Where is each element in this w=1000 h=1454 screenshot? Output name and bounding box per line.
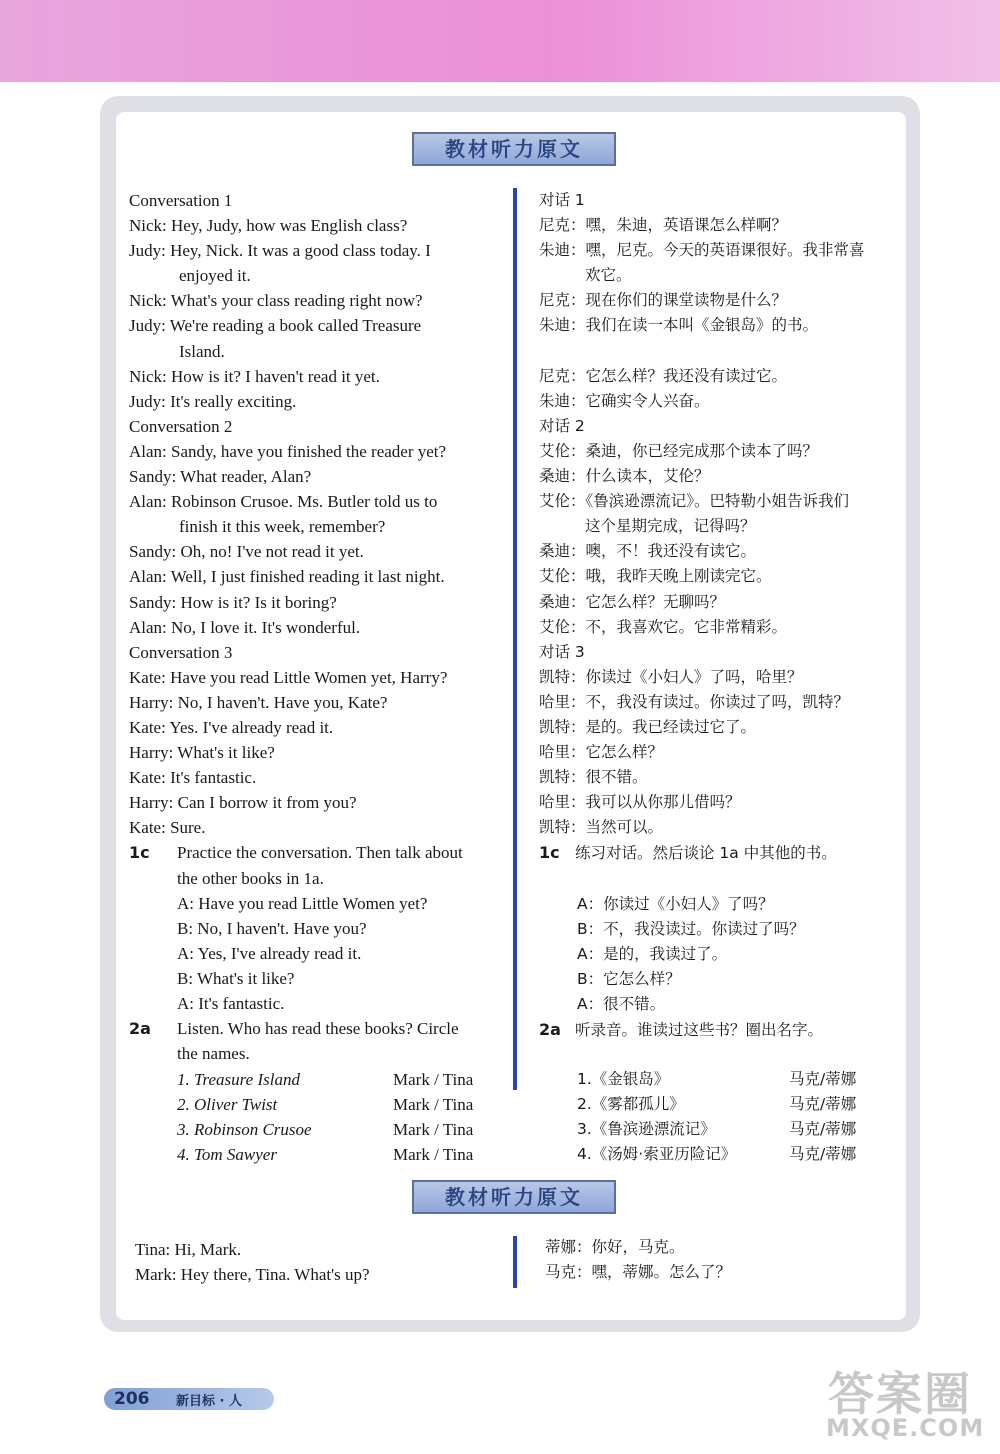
line-text: 朱迪：嘿，尼克。今天的英语课很好。我非常喜 xyxy=(539,241,865,260)
book-names: Mark / Tina xyxy=(393,1120,474,1140)
transcript-line xyxy=(129,740,504,765)
line-text: Conversation 1 xyxy=(129,191,233,210)
section-banner-bottom: 教材听力原文 xyxy=(412,1180,616,1214)
line-text: 这个星期完成，记得吗？ xyxy=(585,517,756,536)
transcript-line xyxy=(129,590,504,615)
transcript-line xyxy=(129,564,504,589)
book-names: Mark / Tina xyxy=(393,1095,474,1115)
line-text: Alan: Robinson Crusoe. Ms. Butler told us to xyxy=(129,492,438,512)
transcript-line xyxy=(539,313,909,338)
transcript-line xyxy=(129,665,504,690)
line-text: Alan: No, I love it. It's wonderful. xyxy=(129,617,361,637)
transcript-line xyxy=(539,514,909,539)
line-text: Harry: What's it like? xyxy=(129,743,275,763)
line-text: 对话 2 xyxy=(539,416,585,435)
line-text: 对话 3 xyxy=(539,642,585,661)
line-text: 凯特：当然可以。 xyxy=(539,818,664,837)
transcript-line xyxy=(539,439,909,464)
line-text: Alan: Well, I just finished reading it last night. xyxy=(129,567,445,587)
transcript-line xyxy=(129,640,504,665)
transcript-line xyxy=(135,1237,510,1262)
transcript-line xyxy=(129,991,504,1016)
transcript-line xyxy=(129,414,504,439)
line-text: 尼克：现在你们的课堂读物是什么？ xyxy=(539,291,788,310)
transcript-line xyxy=(129,690,504,715)
book-row xyxy=(539,1092,909,1117)
line-text: A: Yes, I've already read it. xyxy=(177,943,362,963)
transcript-line xyxy=(129,364,504,389)
transcript-line xyxy=(129,815,504,840)
transcript-line xyxy=(129,916,504,941)
book-title: 3. Robinson Crusoe xyxy=(177,1120,312,1140)
transcript-line xyxy=(539,539,909,564)
line-text: 朱迪：它确实令人兴奋。 xyxy=(539,391,710,410)
line-text: the names. xyxy=(177,1044,250,1064)
transcript-line xyxy=(129,941,504,966)
transcript-line xyxy=(129,439,504,464)
watermark-url: MXQE.COM xyxy=(826,1414,985,1442)
transcript-line xyxy=(129,464,504,489)
transcript-line xyxy=(539,288,909,313)
transcript-line xyxy=(539,238,909,263)
transcript-line xyxy=(129,1016,504,1041)
line-text: Nick: Hey, Judy, how was English class? xyxy=(129,216,408,236)
line-text: A: Have you read Little Women yet? xyxy=(177,893,428,913)
transcript-line xyxy=(129,213,504,238)
line-text: 艾伦：不，我喜欢它。它非常精彩。 xyxy=(539,617,788,636)
line-text: Sandy: Oh, no! I've not read it yet. xyxy=(129,542,364,562)
line-text: A：很不错。 xyxy=(577,995,666,1013)
transcript-line xyxy=(129,891,504,916)
page-number: 206 xyxy=(114,1389,150,1409)
transcript-line xyxy=(539,815,909,840)
line-text: Conversation 3 xyxy=(129,642,233,662)
book-names: 马克/蒂娜 xyxy=(789,1070,857,1088)
line-text: Kate: Yes. I've already read it. xyxy=(129,717,334,737)
transcript-line xyxy=(539,213,909,238)
line-text: A：你读过《小妇人》了吗？ xyxy=(577,894,774,913)
line-text: 桑迪：它怎么样？无聊吗？ xyxy=(539,592,726,611)
book-title: 4. Tom Sawyer xyxy=(177,1145,277,1165)
transcript-line xyxy=(129,966,504,991)
line-text: 练习对话。然后谈论 1a 中其他的书。 xyxy=(575,844,837,863)
transcript-line xyxy=(129,288,504,313)
line-text: 马克：嘿，蒂娜。怎么了？ xyxy=(545,1263,732,1282)
top-decorative-band xyxy=(0,0,1000,82)
book-title: 4.《汤姆·索亚历险记》 xyxy=(577,1145,737,1164)
line-text: 朱迪：我们在读一本叫《金银岛》的书。 xyxy=(539,316,819,335)
series-name: 新目标 · 人 xyxy=(176,1394,242,1409)
line-text: 凯特：是的。我已经读过它了。 xyxy=(539,717,757,736)
transcript-line xyxy=(539,564,909,589)
line-text: 艾伦：《鲁滨逊漂流记》。巴特勒小姐告诉我们 xyxy=(539,492,850,511)
transcript-line xyxy=(539,489,909,514)
line-text: 艾伦：桑迪，你已经完成那个读本了吗？ xyxy=(539,441,819,460)
line-text: Sandy: What reader, Alan? xyxy=(129,467,312,487)
exercise-label: 2a xyxy=(129,1019,151,1039)
line-text: Conversation 2 xyxy=(129,416,233,436)
line-text: 尼克：嘿，朱迪，英语课怎么样啊？ xyxy=(539,216,788,235)
line-text: 欢它。 xyxy=(585,266,632,285)
english-transcript-continued xyxy=(135,1237,510,1287)
transcript-line xyxy=(539,917,909,942)
page-footer-badge xyxy=(104,1388,274,1410)
transcript-line xyxy=(129,238,504,263)
line-text: Practice the conversation. Then talk about xyxy=(177,843,463,863)
transcript-line xyxy=(129,866,504,891)
line-text: Tina: Hi, Mark. xyxy=(135,1240,242,1259)
exercise-label: 2a xyxy=(539,1020,561,1040)
line-text: Alan: Sandy, have you finished the reader yet? xyxy=(129,441,447,461)
transcript-line xyxy=(539,414,909,439)
transcript-line xyxy=(539,765,909,790)
book-row xyxy=(539,1142,909,1167)
book-row xyxy=(539,1067,909,1092)
exercise-label: 1c xyxy=(129,843,150,863)
transcript-line xyxy=(129,339,504,364)
line-text: A：是的，我读过了。 xyxy=(577,944,728,963)
line-text: Judy: We're reading a book called Treasure xyxy=(129,316,422,336)
book-row xyxy=(129,1067,504,1092)
line-text: Harry: No, I haven't. Have you, Kate? xyxy=(129,692,388,712)
transcript-line xyxy=(539,615,909,640)
transcript-line xyxy=(129,715,504,740)
column-divider-bottom xyxy=(513,1236,517,1288)
book-row xyxy=(129,1117,504,1142)
line-text: 对话 1 xyxy=(539,191,585,209)
line-text: 哈里：不，我没有读过。你读过了吗，凯特？ xyxy=(539,692,850,711)
line-text: Nick: What's your class reading right now? xyxy=(129,291,423,311)
book-title: 1.《金银岛》 xyxy=(577,1070,670,1088)
transcript-line xyxy=(129,840,504,865)
line-text: Harry: Can I borrow it from you? xyxy=(129,793,357,813)
transcript-line xyxy=(545,1260,915,1285)
transcript-line xyxy=(539,1043,909,1068)
line-text: 尼克：它怎么样？我还没有读过它。 xyxy=(539,366,788,385)
book-title: 2.《雾都孤儿》 xyxy=(577,1095,685,1114)
line-text: finish it this week, remember? xyxy=(179,517,386,537)
transcript-line xyxy=(129,765,504,790)
transcript-line xyxy=(129,790,504,815)
transcript-line xyxy=(135,1262,510,1287)
line-text: B: No, I haven't. Have you? xyxy=(177,918,367,938)
line-text: 听录音。谁读过这些书？圈出名字。 xyxy=(575,1021,824,1040)
transcript-line xyxy=(539,715,909,740)
book-row xyxy=(539,1117,909,1142)
transcript-line xyxy=(129,188,504,213)
chinese-translation xyxy=(539,188,909,1068)
book-title: 1. Treasure Island xyxy=(177,1070,300,1089)
line-text: Nick: How is it? I haven't read it yet. xyxy=(129,366,380,386)
transcript-line xyxy=(539,892,909,917)
line-text: enjoyed it. xyxy=(179,266,251,286)
book-names: 马克/蒂娜 xyxy=(789,1120,857,1139)
line-text: Sandy: How is it? Is it boring? xyxy=(129,592,337,612)
line-text: the other books in 1a. xyxy=(177,868,324,888)
transcript-line xyxy=(539,665,909,690)
transcript-line xyxy=(129,489,504,514)
transcript-line xyxy=(539,790,909,815)
line-text: 凯特：很不错。 xyxy=(539,768,648,787)
transcript-line xyxy=(539,992,909,1017)
book-row xyxy=(129,1142,504,1167)
transcript-line xyxy=(539,339,909,364)
transcript-line xyxy=(129,263,504,288)
transcript-line xyxy=(539,464,909,489)
transcript-line xyxy=(539,364,909,389)
line-text: 凯特：你读过《小妇人》了吗，哈里？ xyxy=(539,667,803,686)
line-text: 桑迪：什么读本，艾伦？ xyxy=(539,467,710,486)
line-text: 哈里：它怎么样？ xyxy=(539,743,664,762)
transcript-line xyxy=(539,1017,909,1043)
transcript-line xyxy=(539,967,909,992)
transcript-line xyxy=(545,1235,915,1260)
transcript-line xyxy=(129,389,504,414)
line-text: Kate: Sure. xyxy=(129,818,206,838)
book-title: 3.《鲁滨逊漂流记》 xyxy=(577,1120,716,1139)
line-text: Mark: Hey there, Tina. What's up? xyxy=(135,1265,370,1285)
transcript-line xyxy=(129,1041,504,1066)
line-text: 桑迪：噢，不！我还没有读它。 xyxy=(539,542,757,561)
line-text: Kate: Have you read Little Women yet, Harry? xyxy=(129,667,448,687)
line-text: Island. xyxy=(179,341,225,361)
section-banner-top: 教材听力原文 xyxy=(412,132,616,166)
line-text: B：它怎么样？ xyxy=(577,969,681,988)
transcript-line xyxy=(539,942,909,967)
book-row xyxy=(129,1092,504,1117)
book-list-chinese xyxy=(539,1067,909,1167)
line-text: 蒂娜：你好，马克。 xyxy=(545,1238,685,1256)
transcript-line xyxy=(539,740,909,765)
line-text: B: What's it like? xyxy=(177,968,295,988)
chinese-translation-continued xyxy=(545,1235,915,1285)
line-text: B：不，我没读过。你读过了吗？ xyxy=(577,919,805,938)
transcript-line xyxy=(129,539,504,564)
transcript-line xyxy=(539,389,909,414)
book-list-english xyxy=(129,1067,504,1167)
transcript-line xyxy=(129,313,504,338)
book-names: Mark / Tina xyxy=(393,1070,474,1089)
transcript-line xyxy=(539,188,909,213)
line-text: A: It's fantastic. xyxy=(177,994,285,1013)
line-text: 哈里：我可以从你那儿借吗？ xyxy=(539,793,741,812)
transcript-line xyxy=(129,615,504,640)
book-names: 马克/蒂娜 xyxy=(789,1095,857,1114)
line-text: 艾伦：哦，我昨天晚上刚读完它。 xyxy=(539,567,772,586)
transcript-line xyxy=(129,514,504,539)
english-transcript xyxy=(129,188,504,1066)
line-text: Judy: Hey, Nick. It was a good class today. I xyxy=(129,241,431,261)
line-text: Kate: It's fantastic. xyxy=(129,768,257,788)
transcript-line xyxy=(539,867,909,892)
line-text: Judy: It's really exciting. xyxy=(129,391,297,411)
exercise-label: 1c xyxy=(539,843,560,863)
watermark-text: 答案圈 xyxy=(828,1367,972,1421)
transcript-line xyxy=(539,263,909,288)
column-divider-top xyxy=(513,188,517,1090)
watermark-logo xyxy=(800,1358,990,1448)
book-title: 2. Oliver Twist xyxy=(177,1095,278,1115)
transcript-line xyxy=(539,840,909,866)
transcript-line xyxy=(539,590,909,615)
transcript-line xyxy=(539,690,909,715)
book-names: Mark / Tina xyxy=(393,1145,474,1165)
transcript-line xyxy=(539,640,909,665)
line-text: Listen. Who has read these books? Circle xyxy=(177,1019,459,1039)
book-names: 马克/蒂娜 xyxy=(789,1145,857,1164)
